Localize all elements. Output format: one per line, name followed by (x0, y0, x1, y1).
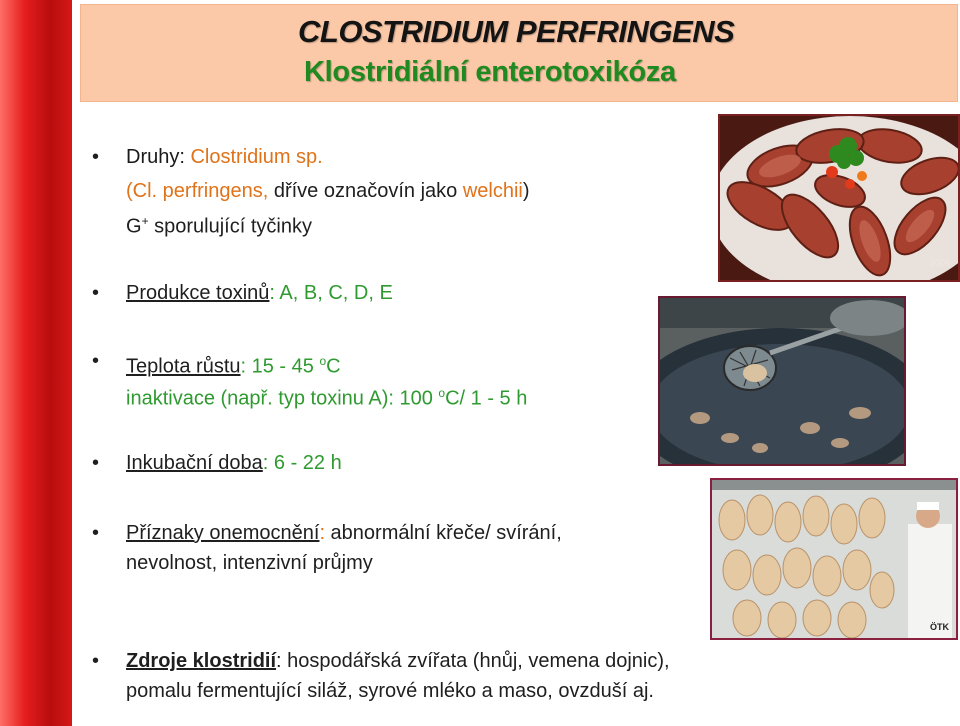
inkubace-value: : 6 - 22 h (262, 452, 342, 474)
bullet-icon: • (92, 522, 100, 544)
meat-watermark: 2009 (930, 258, 951, 268)
frying-photo (658, 296, 906, 466)
inkubace-label: Inkubační doba (126, 452, 263, 474)
druhy-line-3 (126, 208, 312, 240)
zdroje-colon: : (276, 650, 282, 672)
poultry-watermark: ÖTK (930, 622, 949, 632)
teplota-unit: C (326, 355, 341, 378)
inaktivace-unit: C/ 1 - 5 h (445, 387, 528, 410)
bullet-icon: • (92, 452, 100, 474)
bullet-icon: • (92, 282, 100, 304)
decorative-side-bar (0, 0, 72, 726)
poultry-photo (710, 478, 958, 640)
toxiny-label: Produkce toxinů (126, 282, 270, 304)
meat-photo (718, 114, 960, 282)
teplota-line (126, 348, 341, 380)
inaktivace-text: inaktivace (např. typ toxinu A): 100 (126, 387, 439, 410)
druhy-colon: : (179, 146, 185, 168)
druhy-line-2 (126, 178, 530, 204)
teplota-label: Teplota růstu (126, 355, 241, 378)
bullet-icon: • (92, 146, 100, 168)
bullet-icon: • (92, 650, 100, 672)
priznaky-colon: : (319, 522, 325, 544)
priznaky-value: abnormální křeče/ svírání, (325, 522, 562, 544)
teplota-value: : 15 - 45 (240, 355, 320, 378)
priznaky-line (126, 520, 562, 546)
zdroje-line-2: pomalu fermentující siláž, syrové mléko a maso, ovzduší aj. (126, 680, 654, 702)
priznaky-label: Příznaky onemocnění (126, 522, 320, 544)
inkubace-line (126, 450, 342, 476)
page-title: CLOSTRIDIUM PERFRINGENS (298, 14, 735, 49)
zdroje-label: Zdroje klostridií (126, 650, 277, 672)
druhy-label: Druhy (126, 146, 180, 168)
zdroje-value: hospodářská zvířata (hnůj, vemena dojnic), (281, 650, 670, 672)
gram-sup: + (141, 214, 149, 228)
priznaky-line-2: nevolnost, intenzivní průjmy (126, 552, 373, 574)
toxiny-line (126, 280, 393, 306)
toxiny-value: : A, B, C, D, E (269, 282, 393, 304)
bullet-icon: • (92, 350, 100, 372)
gram-desc: sporulující tyčinky (148, 215, 312, 238)
druhy-species: (Cl. perfringens, (126, 180, 269, 202)
druhy-paren: ) (522, 180, 530, 202)
teplota-degree: o (319, 354, 327, 368)
gram-label: G (126, 215, 142, 238)
inaktivace-degree: o (438, 386, 446, 400)
druhy-line (126, 144, 323, 170)
teplota-line-2 (126, 380, 527, 412)
page-subtitle: Klostridiální enterotoxikóza (304, 56, 676, 88)
druhy-welchii: welchii (462, 180, 523, 202)
zdroje-line (126, 648, 670, 674)
druhy-value: Clostridium sp. (184, 146, 323, 168)
druhy-note: dříve označovín jako (268, 180, 463, 202)
